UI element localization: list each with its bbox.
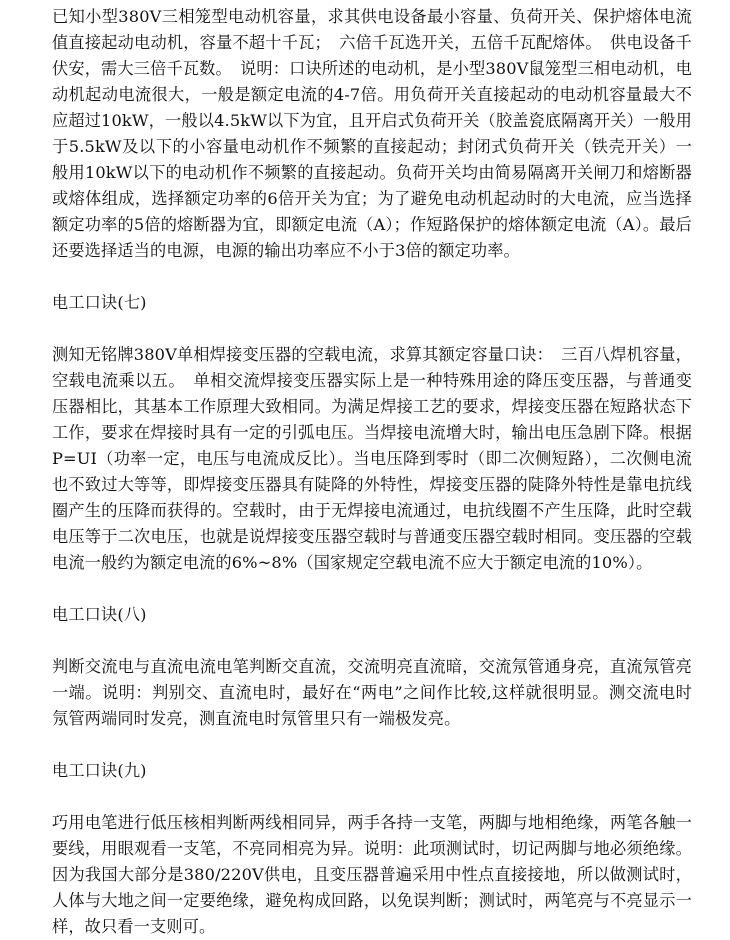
section-heading-7: 电工口诀(七)	[52, 293, 147, 312]
section-paragraph-9: 巧用电笔进行低压核相判断两线相同异，两手各持一支笔，两脚与地相绝缘，两笔各触一要线，用眼观看一支笔，不亮同相亮为异。说明：此项测试时，切记两脚与地必须绝缘。因为我国大部分是380/220V供电，且变压器普遍采用中性点直接接地，所以做测试时，人体与大地之间一定要绝缘，避免构成回路，以免误判断；测试时，两笔亮与不亮显示一样，故只看一支则可。	[52, 813, 692, 936]
section-heading-8: 电工口诀(八)	[52, 605, 147, 624]
document-page	[52, 4, 692, 940]
section-paragraph-7: 测知无铭牌380V单相焊接变压器的空载电流，求算其额定容量口诀： 三百八焊机容量，空载电流乘以五。 单相交流焊接变压器实际上是一种特殊用途的降压变压器，与普通变压器相比，其基本工作原理大致相同。为满足焊接工艺的要求，焊接变压器在短路状态下工作，要求在焊接时具有一定的引弧电压。当焊接电流增大时，输出电压急剧下降。根据P=UI（功率一定，电压与电流成反比）。当电压降到零时（即二次侧短路），二次侧电流也不致过大等等，即焊接变压器具有陡降的外特性，焊接变压器的陡降外特性是靠电抗线圈产生的压降而获得的。空载时，由于无焊接电流通过，电抗线圈不产生压降，此时空载电压等于二次电压，也就是说焊接变压器空载时与普通变压器空载时相同。变压器的空载电流一般约为额定电流的6%~8%（国家规定空载电流不应大于额定电流的10%）。	[52, 345, 692, 572]
section-heading-9: 电工口诀(九)	[52, 761, 147, 780]
section-paragraph-8: 判断交流电与直流电流电笔判断交直流，交流明亮直流暗，交流氖管通身亮，直流氖管亮一端。说明：判别交、直流电时，最好在“两电”之间作比较,这样就很明显。测交流电时氖管两端同时发亮，测直流电时氖管里只有一端极发亮。	[52, 657, 692, 728]
intro-paragraph: 已知小型380V三相笼型电动机容量，求其供电设备最小容量、负荷开关、保护熔体电流值直接起动电动机，容量不超十千瓦； 六倍千瓦选开关，五倍千瓦配熔体。 供电设备千伏安，需大三倍千瓦数。 说明：口诀所述的电动机，是小型380V鼠笼型三相电动机，电动机起动电流很大，一般是额定电流的4-7倍。用负荷开关直接起动的电动机容量最大不应超过10kW，一般以4.5kW以下为宜，且开启式负荷开关（胶盖瓷底隔离开关）一般用于5.5kW及以下的小容量电动机作不频繁的直接起动；封闭式负荷开关（铁壳开关）一般用10kW以下的电动机作不频繁的直接起动。负荷开关均由简易隔离开关闸刀和熔断器或熔体组成，选择额定功率的6倍开关为宜；为了避免电动机起动时的大电流，应当选择额定功率的5倍的熔断器为宜，即额定电流（A）；作短路保护的熔体额定电流（A）。最后还要选择适当的电源，电源的输出功率应不小于3倍的额定功率。	[52, 7, 693, 260]
